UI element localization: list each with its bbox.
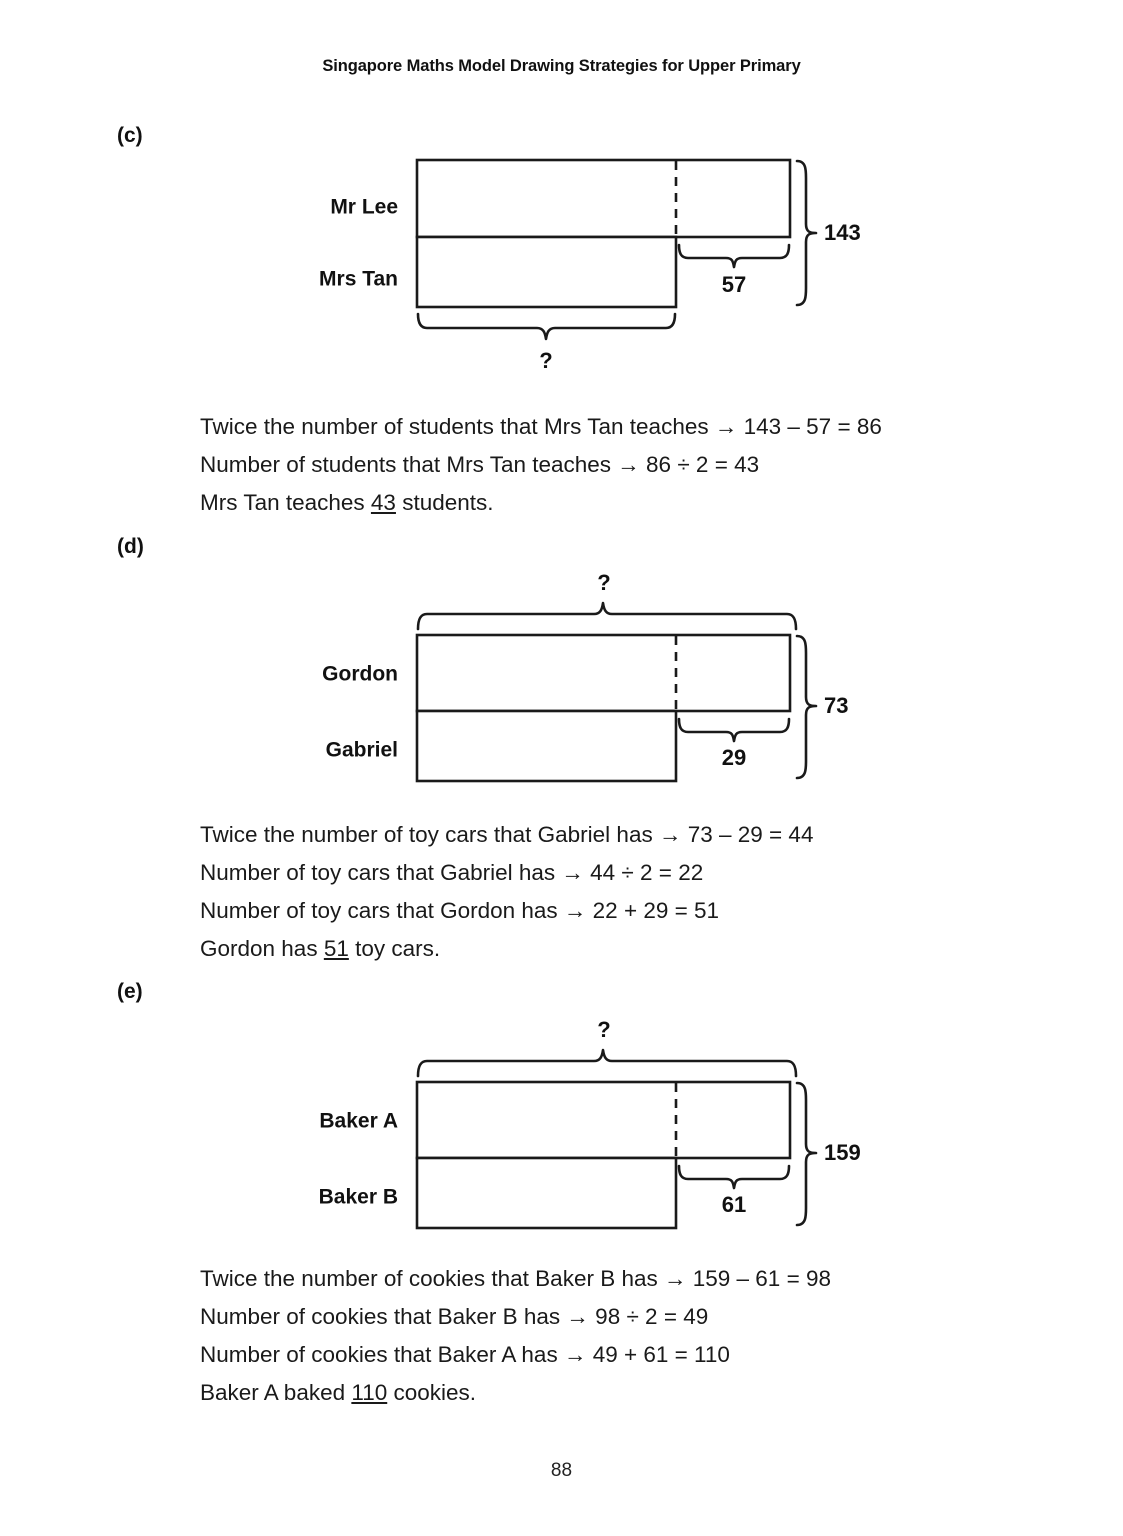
solution-line: Number of cookies that Baker A has → 49 + 61 = 110: [200, 1342, 730, 1367]
solution-line-answer: Gordon has 51 toy cars.: [200, 936, 441, 961]
bar-label-top-c: Mr Lee: [330, 195, 398, 219]
solution-line-answer: Mrs Tan teaches 43 students.: [200, 490, 494, 515]
answer-value-c: 43: [370, 490, 396, 515]
brace-total-d: [797, 636, 816, 778]
bar-bottom-c: [417, 237, 676, 307]
solution-text-d: [200, 816, 813, 968]
solution-line: Twice the number of toy cars that Gabriel has → 73 – 29 = 44: [200, 822, 814, 847]
solution-text-e: [200, 1260, 831, 1412]
brace-total-value-e: 159: [824, 1139, 861, 1165]
page-number: 88: [550, 1460, 573, 1481]
bar-label-bottom-d: Gabriel: [325, 738, 398, 762]
brace-difference-e: [679, 1166, 789, 1188]
solution-text-c: [200, 408, 882, 522]
part-label-d: (d): [117, 535, 144, 558]
bar-label-top-e: Baker A: [319, 1109, 398, 1133]
part-label-e: (e): [117, 980, 143, 1003]
bar-bottom-e: [417, 1158, 676, 1228]
brace-unknown-value-c: ?: [539, 347, 553, 373]
solution-line: Number of toy cars that Gordon has → 22 + 29 = 51: [200, 898, 720, 923]
brace-unknown-d: [418, 603, 796, 629]
brace-total-value-c: 143: [824, 219, 861, 245]
brace-difference-value-e: 61: [721, 1191, 747, 1217]
bar-label-top-d: Gordon: [322, 662, 398, 686]
brace-difference-value-c: 57: [721, 271, 747, 297]
brace-difference-d: [679, 719, 789, 741]
brace-unknown-value-e: ?: [597, 1016, 611, 1042]
brace-unknown-e: [418, 1050, 796, 1076]
brace-difference-c: [679, 245, 789, 267]
bar-model-diagram-d: [0, 565, 960, 795]
page-header: Singapore Maths Model Drawing Strategies for Upper Primary: [322, 57, 801, 75]
bar-bottom-d: [417, 711, 676, 781]
solution-line-answer: Baker A baked 110 cookies.: [200, 1380, 477, 1405]
bar-top-c: [417, 160, 790, 237]
brace-unknown-c: [418, 314, 675, 339]
brace-unknown-value-d: ?: [597, 569, 611, 595]
bar-top-e: [417, 1082, 790, 1158]
solution-line: Number of students that Mrs Tan teaches → 86 ÷ 2 = 43: [200, 452, 760, 477]
bar-label-bottom-e: Baker B: [318, 1185, 398, 1209]
answer-value-e: 110: [351, 1380, 388, 1405]
bar-top-d: [417, 635, 790, 711]
solution-line: Twice the number of cookies that Baker B has → 159 – 61 = 98: [200, 1266, 831, 1291]
solution-line: Number of cookies that Baker B has → 98 ÷ 2 = 49: [200, 1304, 709, 1329]
solution-line: Twice the number of students that Mrs Tan teaches → 143 – 57 = 86: [200, 414, 882, 439]
brace-difference-value-d: 29: [721, 744, 747, 770]
brace-total-value-d: 73: [824, 692, 849, 718]
bar-label-bottom-c: Mrs Tan: [319, 267, 398, 291]
solution-line: Number of toy cars that Gabriel has → 44 ÷ 2 = 22: [200, 860, 704, 885]
answer-value-d: 51: [323, 936, 349, 961]
part-label-c: (c): [117, 124, 143, 147]
bar-model-diagram-c: [0, 140, 960, 385]
brace-total-c: [797, 161, 816, 305]
brace-total-e: [797, 1083, 816, 1225]
bar-model-diagram-e: [0, 1012, 960, 1242]
